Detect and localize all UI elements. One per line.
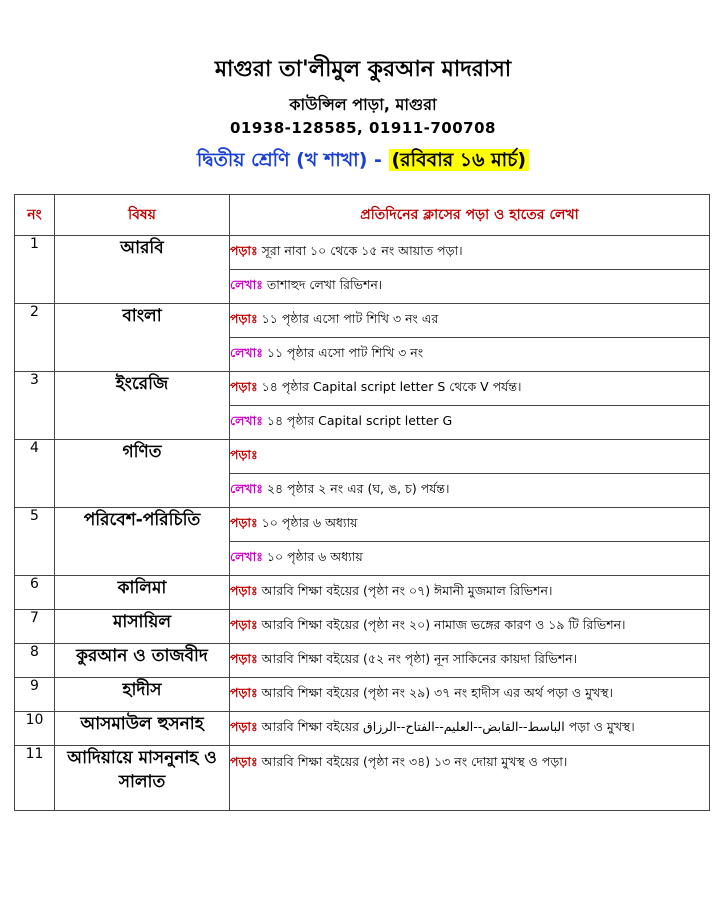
table-row (15, 712, 710, 746)
write-text: ১৪ পৃষ্ঠার Capital script letter G (262, 412, 453, 428)
read-label: পড়াঃ (230, 446, 258, 462)
phone-numbers: 01938-128585, 01911-700708 (230, 119, 496, 137)
row-number: 5 (15, 508, 55, 576)
school-name: মাগুরা তা'লীমুল কুরআন মাদরাসা (214, 57, 512, 82)
read-label: পড়াঃ (230, 310, 258, 326)
read-text: আরবি শিক্ষা বইয়ের (পৃষ্ঠা নং ২০) নামাজ ভঙ্গের কারণ ও ১৯ টি রিভিশন। (257, 616, 626, 632)
table-row (15, 644, 710, 678)
table-header-row (15, 195, 710, 236)
row-subject: কুরআন ও তাজবীদ (55, 644, 230, 678)
row-subject: আদিয়ায়ে মাসনুনাহ ও সালাত (55, 746, 230, 811)
class-day: (রবিবার ১৬ মার্চ) (389, 149, 530, 171)
table-row (15, 678, 710, 712)
read-label: পড়াঃ (230, 718, 258, 734)
table-row (15, 576, 710, 610)
header-subject: বিষয় (55, 195, 230, 236)
table-row (15, 610, 710, 644)
write-label: লেখাঃ (230, 276, 263, 292)
read-text: আরবি শিক্ষা বইয়ের (পৃষ্ঠা নং ০৭) ঈমানী মুজমাল রিভিশন। (257, 582, 553, 598)
class-line (0, 146, 726, 178)
read-task (230, 644, 710, 678)
read-task (230, 440, 710, 474)
write-label: লেখাঃ (230, 548, 263, 564)
row-number: 7 (15, 610, 55, 644)
header-no: নং (15, 195, 55, 236)
write-task (230, 338, 710, 372)
read-task (230, 678, 710, 712)
routine-body (15, 236, 710, 811)
read-task (230, 712, 710, 746)
row-number: 6 (15, 576, 55, 610)
row-subject: কালিমা (55, 576, 230, 610)
row-subject: আসমাউল হুসনাহ (55, 712, 230, 746)
read-task (230, 576, 710, 610)
write-task (230, 406, 710, 440)
row-number: 10 (15, 712, 55, 746)
read-label: পড়াঃ (230, 514, 258, 530)
read-text: ১০ পৃষ্ঠার ৬ অধ্যায় (257, 514, 358, 530)
write-label: লেখাঃ (230, 480, 263, 496)
table-row (15, 236, 710, 270)
row-number: 2 (15, 304, 55, 372)
table-row (15, 746, 710, 811)
row-number: 11 (15, 746, 55, 811)
read-task (230, 508, 710, 542)
table-row (15, 372, 710, 406)
class-separator: - (367, 149, 389, 171)
read-text: ১১ পৃষ্ঠার এসো পাট শিখি ৩ নং এর (257, 310, 439, 326)
write-text: ২৪ পৃষ্ঠার ২ নং এর (ঘ, ঙ, চ) পর্যন্ত। (262, 480, 450, 496)
read-label: পড়াঃ (230, 582, 258, 598)
row-number: 8 (15, 644, 55, 678)
class-name: দ্বিতীয় শ্রেণি (খ শাখা) (196, 149, 368, 171)
school-address: কাউন্সিল পাড়া, মাগুরা (289, 95, 437, 114)
read-task (230, 610, 710, 644)
row-subject: পরিবেশ-পরিচিতি (55, 508, 230, 576)
row-number: 1 (15, 236, 55, 304)
read-text: ১৪ পৃষ্ঠার Capital script letter S থেকে V পর্যন্ত। (257, 378, 522, 394)
read-task (230, 372, 710, 406)
write-label: লেখাঃ (230, 344, 263, 360)
read-text: আরবি শিক্ষা বইয়ের (পৃষ্ঠা নং ২৯) ৩৭ নং হাদীস এর অর্থ পড়া ও মুখস্থ। (257, 684, 613, 700)
routine-table (14, 194, 710, 811)
write-task (230, 542, 710, 576)
read-label: পড়াঃ (230, 754, 258, 769)
read-label: পড়াঃ (230, 242, 258, 258)
row-subject: গণিত (55, 440, 230, 508)
row-subject: ইংরেজি (55, 372, 230, 440)
write-text: তাশাহুদ লেখা রিভিশন। (262, 276, 383, 292)
row-subject: আরবি (55, 236, 230, 304)
table-row (15, 440, 710, 474)
read-text: আরবি শিক্ষা বইয়ের (৫২ নং পৃষ্ঠা) নূন সাকিনের কায়দা রিভিশন। (257, 650, 578, 666)
row-number: 9 (15, 678, 55, 712)
row-subject: হাদীস (55, 678, 230, 712)
table-row (15, 304, 710, 338)
read-text: আরবি শিক্ষা বইয়ের الباسط--القابض--العليم--الفتاح--الرزاق পড়া ও মুখস্থ। (257, 718, 635, 734)
write-task (230, 270, 710, 304)
read-task (230, 236, 710, 270)
row-subject: মাসায়িল (55, 610, 230, 644)
read-label: পড়াঃ (230, 650, 258, 666)
read-text: সূরা নাবা ১০ থেকে ১৫ নং আয়াত পড়া। (257, 242, 463, 258)
read-label: পড়াঃ (230, 378, 258, 394)
read-task (230, 746, 710, 811)
write-task (230, 474, 710, 508)
row-number: 4 (15, 440, 55, 508)
row-number: 3 (15, 372, 55, 440)
read-label: পড়াঃ (230, 684, 258, 700)
header-task: প্রতিদিনের ক্লাসের পড়া ও হাতের লেখা (230, 195, 710, 236)
write-text: ১১ পৃষ্ঠার এসো পাট শিখি ৩ নং (262, 344, 424, 360)
read-label: পড়াঃ (230, 616, 258, 632)
read-task (230, 304, 710, 338)
table-row (15, 508, 710, 542)
write-text: ১০ পৃষ্ঠার ৬ অধ্যায় (262, 548, 363, 564)
write-label: লেখাঃ (230, 412, 263, 428)
read-text: আরবি শিক্ষা বইয়ের (পৃষ্ঠা নং ৩৪) ১৩ নং দোয়া মুখস্থ ও পড়া। (257, 754, 568, 769)
row-subject: বাংলা (55, 304, 230, 372)
